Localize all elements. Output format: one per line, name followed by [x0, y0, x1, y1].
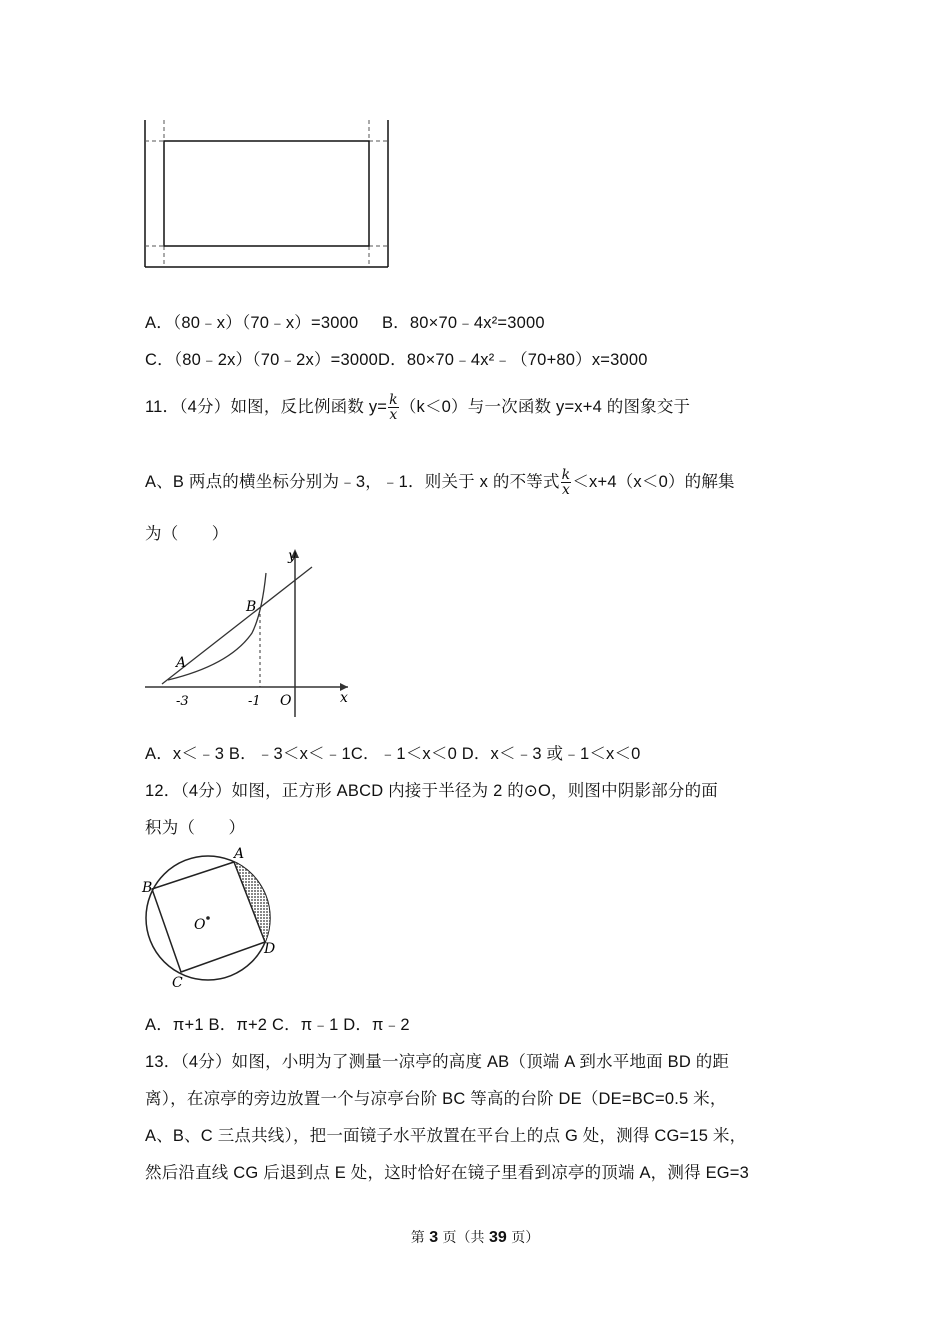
tick-label-neg3: -3: [176, 694, 189, 709]
q11-options: A．x＜﹣3 B．﹣3＜x＜﹣1C．﹣1＜x＜0 D．x＜﹣3 或﹣1＜x＜0: [145, 745, 641, 763]
center-o-label: O: [194, 917, 206, 933]
q10-figure: [140, 120, 400, 275]
q11-stem-line1: 11．（4分）如图，反比例函数 y= $\frac{k}{x}$ （k＜0）与一次函数 y=x+4 的图象交于: [145, 392, 691, 424]
point-a-label: A: [234, 846, 245, 862]
q10-option-d: D．80×70﹣4x²﹣（70+80）x=3000: [378, 351, 648, 369]
q12-stem-line2: 积为（ ）: [145, 819, 246, 837]
q10-option-c: C．（80﹣2x）（70﹣2x）=3000: [145, 351, 379, 369]
q10-options-row1: [145, 309, 545, 333]
fraction-k-over-x-2: $\frac{k}{x}$: [561, 467, 571, 499]
q11-stem-line2: A、B 两点的横坐标分别为﹣3，﹣1．则关于 x 的不等式 $\frac{k}{x}$ ＜x+4（x＜0）的解集: [145, 467, 735, 499]
q13-stem-line1: 13．（4分）如图，小明为了测量一凉亭的高度 AB（顶端 A 到水平地面 BD 的距: [145, 1053, 730, 1071]
page-footer: 第 3 页（共 39 页）: [410, 1229, 540, 1246]
q13-stem-line3: A、B、C 三点共线），把一面镜子水平放置在平台上的点 G 处，测得 CG=15 米，: [145, 1127, 747, 1145]
point-c-label: C: [172, 975, 183, 991]
total-page-count: 39: [489, 1229, 507, 1246]
origin-label: O: [280, 693, 292, 709]
point-a-label: A: [176, 655, 187, 671]
q12-figure: [140, 845, 290, 995]
q12-stem-line1: 12．（4分）如图，正方形 ABCD 内接于半径为 2 的⊙O，则图中阴影部分的面: [145, 782, 718, 800]
point-d-label: D: [264, 941, 276, 957]
q11-graph: [140, 545, 360, 720]
y-axis-label: y: [288, 548, 296, 564]
current-page-number: 3: [429, 1229, 439, 1246]
q13-stem-line2: 离），在凉亭的旁边放置一个与凉亭台阶 BC 等高的台阶 DE（DE=BC=0.5 米，: [145, 1090, 727, 1108]
x-axis-label: x: [340, 690, 348, 706]
q10-option-b: B．80×70﹣4x²=3000: [381, 314, 545, 332]
tick-label-neg1: -1: [248, 694, 261, 709]
point-b-label: B: [246, 599, 257, 615]
q10-option-a: A．（80﹣x）（70﹣x）=3000: [145, 314, 359, 332]
q13-stem-line4: 然后沿直线 CG 后退到点 E 处，这时恰好在镜子里看到凉亭的顶端 A，测得 EG=3: [145, 1164, 750, 1182]
fraction-k-over-x: $\frac{k}{x}$: [389, 392, 398, 424]
q10-options-row2: [145, 346, 648, 370]
q11-stem-line3: 为（ ）: [145, 525, 229, 543]
point-b-label: B: [142, 880, 153, 896]
q12-options: A．π+1 B．π+2 C．π﹣1 D．π﹣2: [145, 1016, 410, 1034]
